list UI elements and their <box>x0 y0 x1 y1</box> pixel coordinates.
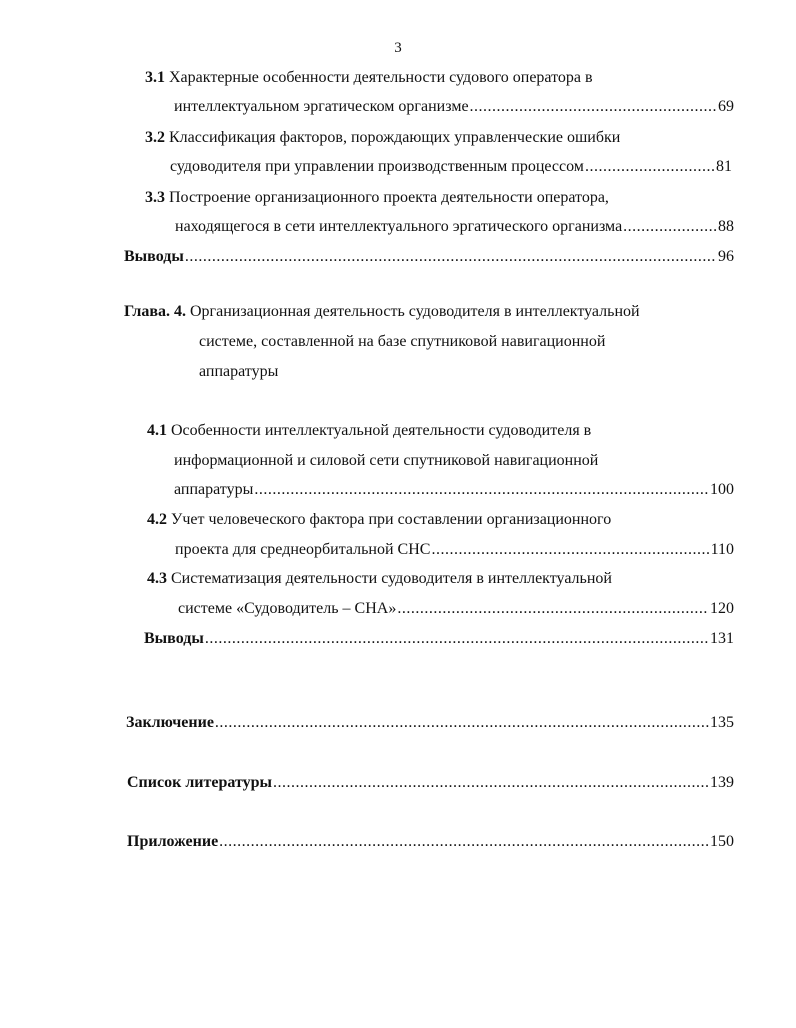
dot-leader <box>215 713 709 733</box>
section-title-line3: аппаратуры <box>174 481 254 498</box>
dot-leader <box>470 97 717 117</box>
page-ref: 110 <box>710 541 734 558</box>
page-ref: 139 <box>710 774 734 791</box>
page-number: 3 <box>394 40 402 56</box>
toc-entry-4-2-leader <box>175 540 734 560</box>
references-label: Список литературы <box>127 774 272 791</box>
section-title-line2: интеллектуальном эргатическом организме <box>174 98 469 115</box>
section-title-line1: Особенности интеллектуальной деятельности судоводителя в <box>171 422 592 439</box>
section-title-line2: проекта для среднеорбитальной СНС <box>175 541 431 558</box>
section-number: 3.1 <box>145 69 165 86</box>
page-ref: 88 <box>718 218 734 235</box>
toc-entry-4-3-title <box>147 569 612 589</box>
section-number: 3.2 <box>145 129 165 146</box>
page-ref: 120 <box>710 600 734 617</box>
toc-entry-3-2-leader <box>170 157 732 177</box>
toc-entry-conclusions-3 <box>124 247 734 267</box>
toc-entry-3-1-title <box>145 68 593 88</box>
page-ref: 100 <box>710 481 734 498</box>
toc-entry-4-2-title <box>147 510 611 530</box>
page-ref: 150 <box>710 833 734 850</box>
page-ref: 81 <box>716 158 732 175</box>
toc-entry-3-2-title <box>145 128 620 148</box>
toc-entry-3-1-leader <box>174 97 734 117</box>
conclusions-label: Выводы <box>144 630 204 647</box>
toc-entry-4-1-title <box>147 421 591 441</box>
page-ref: 131 <box>710 630 734 647</box>
page-ref: 135 <box>710 714 734 731</box>
section-title-line1: Систематизация деятельности судоводителя в интеллектуальной <box>171 570 612 587</box>
section-number: 4.3 <box>147 570 167 587</box>
dot-leader <box>185 247 717 267</box>
toc-entry-4-1-leader <box>174 480 734 500</box>
chapter-label: Глава. 4. <box>124 303 186 320</box>
toc-entry-3-3-title <box>145 188 609 208</box>
chapter-title-line3: аппаратуры <box>199 363 279 380</box>
section-title-line1: Характерные особенности деятельности судового оператора в <box>169 69 593 86</box>
section-title-line2: системе «Судоводитель – СНА» <box>178 600 397 617</box>
toc-entry-4-3-leader <box>178 599 734 619</box>
dot-leader <box>431 540 709 560</box>
dot-leader <box>205 629 709 649</box>
toc-entry-conclusions-4 <box>144 629 734 649</box>
dot-leader <box>397 599 709 619</box>
page-ref: 69 <box>718 98 734 115</box>
conclusion-label: Заключение <box>126 714 214 731</box>
page-ref: 96 <box>718 248 734 265</box>
section-title-line2: информационной и силовой сети спутниковой навигационной <box>174 452 599 469</box>
conclusions-label: Выводы <box>124 248 184 265</box>
toc-entry-appendix <box>127 832 734 852</box>
section-title-line2: находящегося в сети интеллектуального эргатического организма <box>175 218 623 235</box>
section-title-line1: Классификация факторов, порождающих управленческие ошибки <box>169 129 621 146</box>
chapter-title-line1: Организационная деятельность судоводителя в интеллектуальной <box>190 303 640 320</box>
chapter-4-heading <box>124 302 640 322</box>
section-number: 4.2 <box>147 511 167 528</box>
section-number: 3.3 <box>145 189 165 206</box>
toc-entry-references <box>127 773 734 793</box>
chapter-title-line2: системе, составленной на базе спутниковой навигационной <box>199 333 606 350</box>
dot-leader <box>273 773 709 793</box>
appendix-label: Приложение <box>127 833 219 850</box>
toc-entry-conclusion <box>126 713 734 733</box>
dot-leader <box>254 480 709 500</box>
section-title-line1: Построение организационного проекта деятельности оператора, <box>169 189 609 206</box>
section-title-line1: Учет человеческого фактора при составлении организационного <box>171 511 612 528</box>
toc-entry-3-3-leader <box>175 217 734 237</box>
section-title-line2: судоводителя при управлении производственным процессом <box>170 158 584 175</box>
section-number: 4.1 <box>147 422 167 439</box>
dot-leader <box>623 217 717 237</box>
dot-leader <box>585 157 715 177</box>
dot-leader <box>219 832 709 852</box>
